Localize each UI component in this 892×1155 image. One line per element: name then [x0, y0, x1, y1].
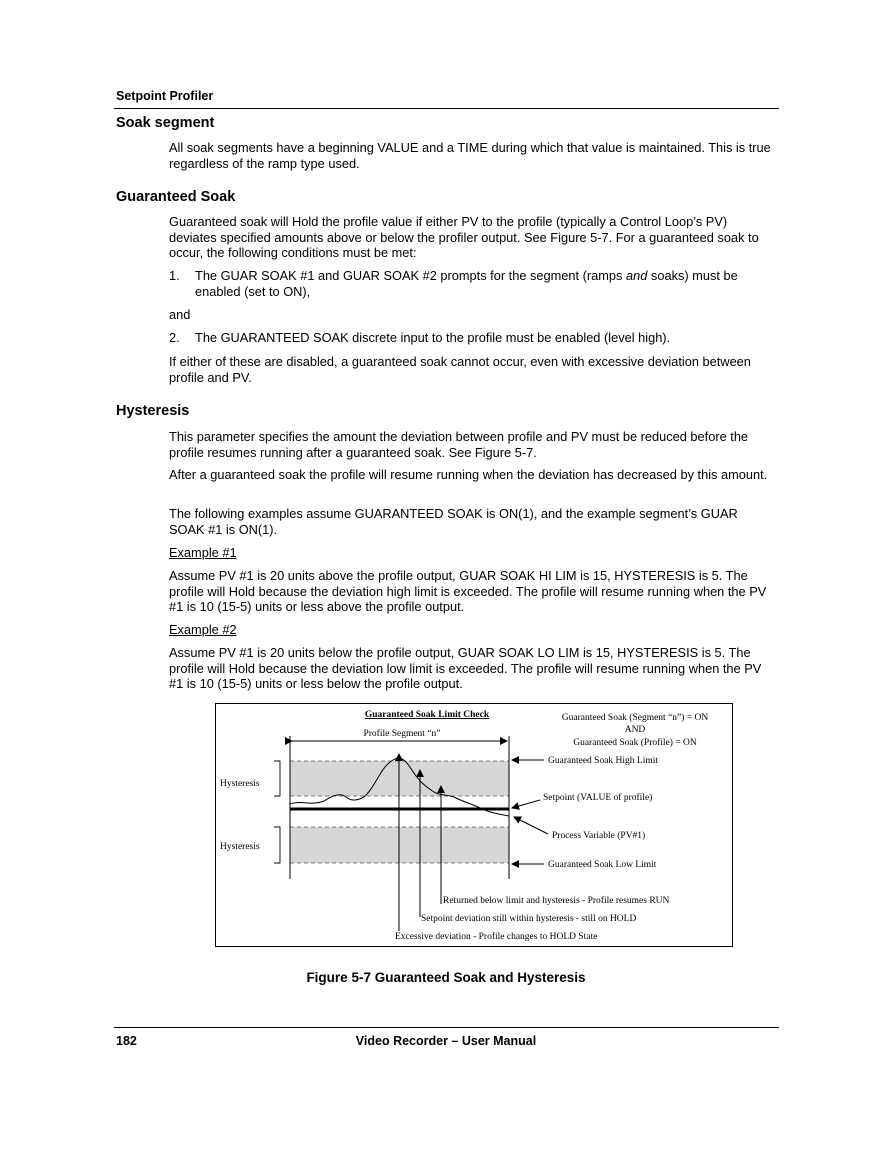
heading-hysteresis: Hysteresis — [116, 403, 190, 419]
pv-label: Process Variable (PV#1) — [552, 831, 646, 841]
lower-hysteresis-bracket — [274, 827, 280, 863]
guaranteed-paragraph-2: If either of these are disabled, a guaranteed soak cannot occur, even with excessive deviation between profile and PV. — [169, 354, 751, 385]
running-header: Setpoint Profiler — [116, 89, 214, 103]
guaranteed-paragraph-1: Guaranteed soak will Hold the profile value if either PV to the profile (typically a Control Loop’s PV) deviates specified amounts above or below the profiler output. See Figure 5-7. For a guaranteed soak to occur, the following conditions must be met: — [169, 214, 759, 260]
high-limit-label: Guaranteed Soak High Limit — [548, 756, 659, 766]
list-item-1-text: The GUAR SOAK #1 and GUAR SOAK #2 prompts for the segment (ramps and soaks) must be enabled (set to ON), — [195, 268, 738, 299]
header-rule — [114, 108, 779, 109]
example-2-text: Assume PV #1 is 20 units below the profile output, GUAR SOAK LO LIM is 15, HYSTERESIS is 5. The profile will Hold because the deviation low limit is exceeded. The profile will resume running when the PV #1 is 10 (15-5) units or less below the profile output. — [169, 645, 762, 691]
condition-and: AND — [624, 725, 646, 735]
hysteresis-paragraph-2: After a guaranteed soak the profile will resume running when the deviation has decreased by this amount. — [169, 467, 768, 482]
segment-label: Profile Segment “n” — [363, 729, 441, 739]
example-1-text: Assume PV #1 is 20 units above the profile output, GUAR SOAK HI LIM is 15, HYSTERESIS is 5. The profile will Hold because the deviation high limit is exceeded. The profile will resume running when the PV #1 is 10 (15-5) units or less above the profile output. — [169, 568, 767, 614]
heading-soak-segment: Soak segment — [116, 115, 215, 131]
list-item-1-number: 1. — [169, 268, 180, 283]
list-item-2-number: 2. — [169, 330, 180, 345]
setpoint-arrow — [512, 800, 540, 808]
note-resumes-run: Returned below limit and hysteresis - Profile resumes RUN — [443, 896, 670, 906]
soak-paragraph: All soak segments have a beginning VALUE and a TIME during which that value is maintained. This is true regardless of the ramp type used. — [169, 140, 771, 171]
footer-rule — [114, 1027, 779, 1028]
footer-title: Video Recorder – User Manual — [355, 1034, 537, 1048]
example-1-title: Example #1 — [169, 545, 237, 560]
upper-hysteresis-bracket — [274, 761, 280, 796]
low-limit-label: Guaranteed Soak Low Limit — [548, 860, 657, 870]
condition-2: Guaranteed Soak (Profile) = ON — [573, 738, 697, 748]
hysteresis-label-top: Hysteresis — [220, 779, 260, 789]
figure-diagram — [216, 704, 732, 946]
pv-arrow — [514, 817, 548, 834]
figure-guaranteed-soak — [215, 703, 733, 947]
example-2-title: Example #2 — [169, 622, 237, 637]
setpoint-label: Setpoint (VALUE of profile) — [543, 793, 653, 803]
page-number: 182 — [116, 1034, 137, 1048]
note-hold-state: Excessive deviation - Profile changes to HOLD State — [395, 932, 598, 942]
hysteresis-paragraph-3: The following examples assume GUARANTEED SOAK is ON(1), and the example segment’s GUAR SOAK #1 is ON(1). — [169, 506, 738, 537]
and-text: and — [169, 307, 191, 322]
hysteresis-label-bottom: Hysteresis — [220, 842, 260, 852]
list-item-2-text: The GUARANTEED SOAK discrete input to the profile must be enabled (level high). — [195, 330, 671, 345]
heading-guaranteed-soak: Guaranteed Soak — [116, 189, 236, 205]
figure-caption: Figure 5-7 Guaranteed Soak and Hysteresis — [306, 970, 586, 985]
condition-1: Guaranteed Soak (Segment “n”) = ON — [561, 713, 709, 723]
note-still-hold: Setpoint deviation still within hysteresis - still on HOLD — [421, 914, 637, 924]
hysteresis-paragraph-1: This parameter specifies the amount the deviation between profile and PV must be reduced before the profile resumes running after a guaranteed soak. See Figure 5-7. — [169, 429, 749, 460]
figure-title: Guaranteed Soak Limit Check — [364, 710, 490, 720]
